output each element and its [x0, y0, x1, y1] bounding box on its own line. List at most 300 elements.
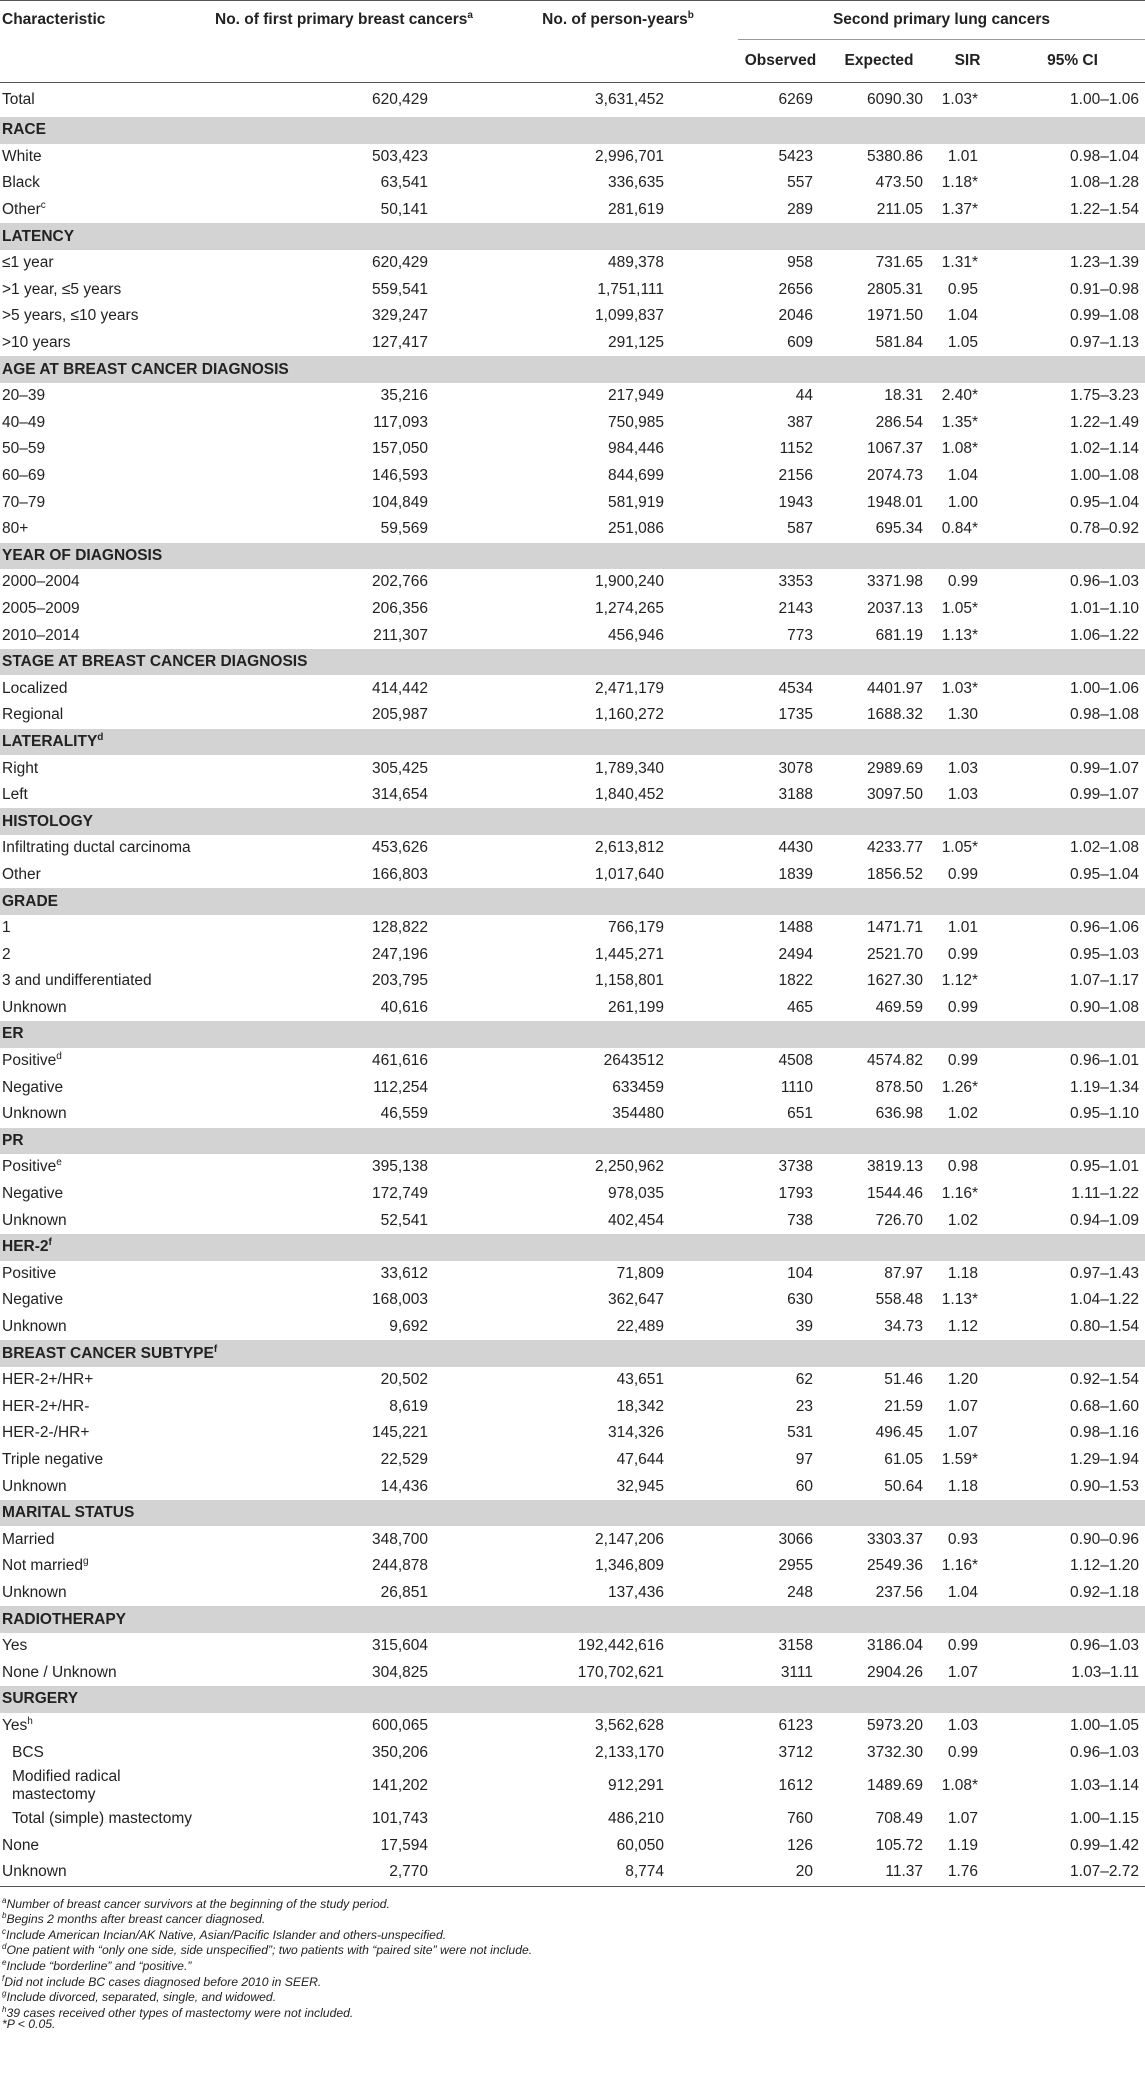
row-label — [0, 835, 190, 862]
cell-observed: 773 — [787, 626, 813, 644]
cell-expected: 1067.37 — [866, 440, 923, 458]
cell-first-primary: 244,878 — [371, 1557, 428, 1575]
row-label-text: HER-2+/HR+ — [2, 1371, 94, 1389]
cell-first-primary: 59,569 — [380, 520, 428, 538]
cell-person-years: 18,342 — [616, 1397, 664, 1415]
cell-ci: 0.68–1.60 — [1070, 1397, 1140, 1415]
row-label — [0, 755, 190, 782]
cell-expected: 237.56 — [875, 1583, 923, 1601]
row-label — [0, 463, 190, 490]
table-header — [0, 1, 1145, 83]
cell-sir: 0.95 — [947, 280, 978, 298]
cell-first-primary: 26,851 — [380, 1583, 428, 1601]
cell-first-primary: 8,619 — [389, 1397, 428, 1415]
table-row — [0, 1394, 1145, 1421]
cell-ci: 1.23–1.39 — [1070, 254, 1140, 272]
cell-ci: 1.75–3.23 — [1070, 387, 1140, 405]
table-row — [0, 782, 1145, 809]
cell-observed: 6123 — [778, 1716, 813, 1734]
footnote — [2, 1908, 1145, 1927]
cell-sir: 1.18 — [947, 1264, 978, 1282]
footnote — [2, 1893, 1145, 1909]
row-label — [0, 1261, 190, 1288]
row-label-text: White — [2, 147, 42, 165]
cell-observed: 97 — [795, 1450, 813, 1468]
table-row — [0, 1287, 1145, 1314]
header-second-primary: Second primary lung cancers — [738, 1, 1145, 40]
cell-observed: 6269 — [778, 91, 813, 108]
cell-person-years: 1,789,340 — [595, 759, 664, 777]
footnote-text: Number of breast cancer survivors at the beginning of the study period. — [6, 1896, 390, 1911]
cell-sir: 1.12 — [947, 1318, 978, 1336]
table-row — [0, 1659, 1145, 1686]
row-label-text: Right — [2, 759, 39, 777]
cell-person-years: 336,635 — [607, 174, 664, 192]
cell-ci: 1.08–1.28 — [1070, 174, 1140, 192]
footnote-marker: g — [82, 1556, 89, 1568]
table-row — [0, 1473, 1145, 1500]
cell-ci: 1.03–1.11 — [1071, 1663, 1140, 1681]
row-label — [0, 1394, 190, 1421]
cell-person-years: 71,809 — [616, 1264, 664, 1282]
cell-expected: 4401.97 — [866, 679, 923, 697]
cell-sir: 0.99 — [947, 1743, 978, 1761]
cell-person-years: 291,125 — [607, 334, 664, 352]
section-header — [0, 649, 1145, 676]
cell-person-years: 1,274,265 — [595, 599, 664, 617]
row-label-text: Left — [2, 786, 28, 804]
cell-ci: 0.99–1.07 — [1070, 786, 1140, 804]
row-label — [0, 1048, 190, 1075]
cell-ci: 0.95–1.04 — [1070, 493, 1140, 511]
cell-expected: 558.48 — [875, 1291, 923, 1309]
footnote — [2, 1924, 1145, 1940]
row-label — [0, 862, 190, 889]
row-label-text: 2000–2004 — [2, 573, 80, 591]
cell-observed: 1488 — [778, 919, 813, 937]
cell-person-years: 633459 — [612, 1078, 664, 1096]
cell-observed: 738 — [787, 1211, 813, 1229]
table-row — [0, 702, 1145, 729]
cell-ci: 1.03–1.14 — [1070, 1776, 1140, 1794]
cell-expected: 1489.69 — [866, 1776, 923, 1794]
cell-person-years: 2,133,170 — [595, 1743, 664, 1761]
table-row — [0, 622, 1145, 649]
row-label — [0, 995, 190, 1022]
cell-sir: 0.98 — [947, 1158, 978, 1176]
row-label-text: >1 year, ≤5 years — [2, 280, 122, 298]
cell-observed: 1735 — [778, 706, 813, 724]
table-row — [0, 197, 1145, 224]
cell-sir: 1.37* — [941, 201, 978, 219]
table-row — [0, 1101, 1145, 1128]
table-row — [0, 1580, 1145, 1607]
section-header — [0, 1340, 1145, 1367]
cell-ci: 0.98–1.16 — [1070, 1424, 1140, 1442]
cell-first-primary: 305,425 — [371, 759, 428, 777]
row-label — [0, 1367, 190, 1394]
cell-expected: 18.31 — [884, 387, 923, 405]
cell-expected: 681.19 — [875, 626, 923, 644]
row-label-text: 2005–2009 — [2, 599, 80, 617]
cell-sir: 1.03 — [947, 759, 978, 777]
row-label-text: Positive — [2, 1264, 57, 1282]
cell-first-primary: 117,093 — [373, 413, 428, 431]
section-title — [0, 729, 1145, 756]
row-label — [0, 569, 190, 596]
cell-first-primary: 146,593 — [371, 467, 428, 485]
cell-sir: 1.07 — [947, 1424, 978, 1442]
cell-observed: 62 — [795, 1371, 813, 1389]
cell-ci: 0.98–1.08 — [1070, 706, 1140, 724]
section-header — [0, 1500, 1145, 1527]
cell-expected: 3303.37 — [866, 1530, 923, 1548]
cell-person-years: 844,699 — [607, 467, 664, 485]
cell-expected: 473.50 — [875, 174, 923, 192]
cell-sir: 0.99 — [947, 945, 978, 963]
cell-observed: 2143 — [778, 599, 813, 617]
row-label — [0, 702, 190, 729]
cell-person-years: 1,158,801 — [595, 972, 664, 990]
header-sir: SIR — [954, 52, 981, 69]
cell-expected: 50.64 — [884, 1477, 923, 1495]
section-title — [0, 1686, 1145, 1713]
cell-sir: 1.59* — [941, 1450, 978, 1468]
cell-person-years: 3,562,628 — [595, 1716, 664, 1734]
cell-sir: 0.99 — [947, 998, 978, 1016]
footnote-text: One patient with “only one side, side unspecified”; two patients with “paired site” were not include. — [6, 1943, 533, 1958]
table-row — [0, 1074, 1145, 1101]
cell-expected: 61.05 — [884, 1450, 923, 1468]
cell-ci: 1.01–1.10 — [1070, 599, 1140, 617]
cell-ci: 0.96–1.01 — [1070, 1052, 1140, 1070]
table-row — [0, 277, 1145, 304]
cell-ci: 1.06–1.22 — [1070, 626, 1140, 644]
header-person-years: No. of person-years$^b$ — [498, 1, 738, 83]
row-label-text: Positive — [2, 1052, 57, 1070]
cell-ci: 0.97–1.13 — [1070, 334, 1140, 352]
row-label-text: 70–79 — [2, 493, 46, 511]
row-label — [0, 1580, 190, 1607]
cell-sir: 1.13* — [941, 626, 978, 644]
cell-ci: 1.00–1.05 — [1070, 1716, 1140, 1734]
cell-first-primary: 247,196 — [371, 945, 428, 963]
row-label — [0, 1181, 190, 1208]
table-row — [0, 1526, 1145, 1553]
cell-person-years: 1,445,271 — [595, 945, 664, 963]
cell-person-years: 750,985 — [607, 413, 664, 431]
row-label — [0, 1526, 190, 1553]
footnote-marker: g — [2, 1989, 7, 1999]
cell-person-years: 32,945 — [616, 1477, 664, 1495]
cell-first-primary: 559,541 — [371, 280, 428, 298]
footnote — [2, 1986, 1145, 2005]
cell-ci: 1.11–1.22 — [1071, 1185, 1140, 1203]
cell-ci: 1.19–1.34 — [1070, 1078, 1140, 1096]
table-row — [0, 1766, 1145, 1806]
cell-ci: 1.02–1.14 — [1070, 440, 1140, 458]
cell-ci: 0.98–1.04 — [1070, 147, 1140, 165]
cell-observed: 5423 — [778, 147, 813, 165]
row-label — [0, 596, 190, 623]
cell-ci: 0.90–1.53 — [1070, 1477, 1140, 1495]
section-title — [0, 356, 1145, 383]
cell-ci: 0.96–1.03 — [1070, 573, 1140, 591]
cell-observed: 3738 — [778, 1158, 813, 1176]
header-first-primary: No. of first primary breast cancers$^a$ — [190, 1, 498, 83]
table-row — [0, 995, 1145, 1022]
section-header — [0, 1021, 1145, 1048]
cell-observed: 3353 — [778, 573, 813, 591]
cell-first-primary: 35,216 — [380, 387, 428, 405]
row-label — [0, 277, 190, 304]
cell-expected: 87.97 — [884, 1264, 923, 1282]
cell-ci: 0.94–1.09 — [1070, 1211, 1140, 1229]
row-label-text: Other — [2, 865, 41, 883]
cell-expected: 2904.26 — [866, 1663, 923, 1681]
table-row — [0, 1154, 1145, 1181]
table-row — [0, 516, 1145, 543]
table-row — [0, 170, 1145, 197]
cell-person-years: 1,840,452 — [595, 786, 664, 804]
cell-sir: 1.07 — [947, 1663, 978, 1681]
footnote-marker: e — [56, 1157, 62, 1169]
cell-observed: 760 — [787, 1810, 813, 1828]
cell-expected: 51.46 — [884, 1371, 923, 1389]
row-label-text: Modified radical mastectomy — [12, 1767, 121, 1803]
row-label-text: Married — [2, 1530, 55, 1548]
cell-sir: 1.04 — [947, 467, 978, 485]
section-title — [0, 117, 1145, 144]
cell-ci: 1.22–1.54 — [1070, 201, 1140, 219]
cell-expected: 695.34 — [875, 520, 923, 538]
cell-first-primary: 22,529 — [380, 1450, 428, 1468]
row-label-text: Unknown — [2, 1105, 67, 1123]
table-row — [0, 1420, 1145, 1447]
table-row — [0, 436, 1145, 463]
cell-expected: 4574.82 — [866, 1052, 923, 1070]
cell-observed: 3188 — [778, 786, 813, 804]
cell-observed: 3078 — [778, 759, 813, 777]
section-header — [0, 356, 1145, 383]
row-label-text: Other — [2, 201, 41, 219]
cell-first-primary: 166,803 — [371, 865, 428, 883]
cell-expected: 6090.30 — [866, 91, 923, 108]
row-label-text: ≤1 year — [2, 254, 54, 272]
section-header — [0, 1234, 1145, 1261]
cell-first-primary: 203,795 — [371, 972, 428, 990]
cell-first-primary: 395,138 — [371, 1158, 428, 1176]
row-label-text: 2010–2014 — [2, 626, 80, 644]
row-label-text: None — [2, 1836, 40, 1854]
cell-sir: 1.03 — [947, 786, 978, 804]
section-title — [0, 649, 1145, 676]
row-label — [0, 1739, 190, 1766]
cell-first-primary: 600,065 — [371, 1716, 428, 1734]
cell-person-years: 192,442,616 — [577, 1637, 664, 1655]
cell-first-primary: 101,743 — [371, 1810, 428, 1828]
cell-sir: 1.16* — [941, 1185, 978, 1203]
table-row — [0, 463, 1145, 490]
section-header — [0, 543, 1145, 570]
row-label-text: Localized — [2, 679, 68, 697]
cell-sir: 1.04 — [947, 1583, 978, 1601]
section-title-text: HISTOLOGY — [2, 812, 94, 830]
row-label-text: >5 years, ≤10 years — [2, 307, 139, 325]
cell-first-primary: 172,749 — [371, 1185, 428, 1203]
cell-sir: 1.03* — [941, 679, 978, 697]
row-label-text: Unknown — [2, 1318, 67, 1336]
table-row — [0, 303, 1145, 330]
row-label — [0, 915, 190, 942]
section-header — [0, 888, 1145, 915]
section-title — [0, 1021, 1145, 1048]
section-title — [0, 1234, 1145, 1261]
section-title-text: MARITAL STATUS — [2, 1504, 135, 1522]
cell-observed: 3712 — [778, 1743, 813, 1761]
section-title-text: STAGE AT BREAST CANCER DIAGNOSIS — [2, 653, 308, 671]
cell-ci: 0.95–1.03 — [1070, 945, 1140, 963]
cell-observed: 23 — [795, 1397, 813, 1415]
table-row — [0, 1181, 1145, 1208]
cell-ci: 0.99–1.42 — [1070, 1836, 1140, 1854]
cell-ci: 0.91–0.98 — [1070, 280, 1140, 298]
cell-person-years: 402,454 — [607, 1211, 664, 1229]
cell-first-primary: 157,050 — [371, 440, 428, 458]
cell-expected: 1627.30 — [866, 972, 923, 990]
cell-ci: 1.02–1.08 — [1070, 839, 1140, 857]
cell-person-years: 2,250,962 — [595, 1158, 664, 1176]
cell-expected: 3732.30 — [866, 1743, 923, 1761]
cell-sir: 1.03* — [941, 91, 978, 108]
cell-first-primary: 14,436 — [380, 1477, 428, 1495]
cell-expected: 3097.50 — [866, 786, 923, 804]
cell-person-years: 281,619 — [607, 201, 664, 219]
cell-sir: 1.08* — [941, 1776, 978, 1794]
table-row — [0, 1739, 1145, 1766]
row-label — [0, 1473, 190, 1500]
cell-expected: 1544.46 — [866, 1185, 923, 1203]
row-label — [0, 968, 190, 995]
header-observed: Observed — [744, 52, 817, 69]
cell-observed: 2494 — [778, 945, 813, 963]
cell-expected: 5973.20 — [866, 1716, 923, 1734]
cell-expected: 1971.50 — [866, 307, 923, 325]
footnote-marker: e — [2, 1957, 7, 1967]
cell-person-years: 261,199 — [607, 998, 664, 1016]
cell-ci: 0.90–0.96 — [1070, 1530, 1140, 1548]
cell-first-primary: 453,626 — [371, 839, 428, 857]
cell-observed: 958 — [787, 254, 813, 272]
cell-observed: 1152 — [779, 440, 813, 458]
footnote-marker: c — [2, 1926, 6, 1936]
row-label-text: Infiltrating ductal carcinoma — [2, 839, 191, 857]
footnote-text: Begins 2 months after breast cancer diagnosed. — [6, 1912, 266, 1927]
cell-sir: 1.02 — [947, 1211, 978, 1229]
cell-ci: 1.00–1.08 — [1070, 467, 1140, 485]
row-label-text: 3 and undifferentiated — [2, 972, 152, 990]
cell-person-years: 8,774 — [498, 1859, 738, 1886]
cell-ci: 0.96–1.03 — [1070, 1637, 1140, 1655]
cell-ci: 0.96–1.03 — [1070, 1743, 1140, 1761]
cell-expected: 105.72 — [875, 1836, 923, 1854]
footnote-text: Include divorced, separated, single, and widowed. — [6, 1990, 277, 2005]
cell-ci: 0.80–1.54 — [1070, 1318, 1140, 1336]
cell-observed: 2656 — [778, 280, 813, 298]
table-row — [0, 596, 1145, 623]
cell-ci: 1.12–1.20 — [1070, 1557, 1140, 1575]
table-row — [0, 1048, 1145, 1075]
cell-expected: 2037.13 — [866, 599, 923, 617]
cell-person-years: 912,291 — [607, 1776, 664, 1794]
cell-sir: 1.05* — [941, 839, 978, 857]
cell-sir: 1.02 — [947, 1105, 978, 1123]
row-label-text: Unknown — [2, 998, 67, 1016]
cell-first-primary: 112,254 — [373, 1078, 428, 1096]
cell-person-years: 362,647 — [607, 1291, 664, 1309]
section-title — [0, 888, 1145, 915]
cell-expected: 2074.73 — [866, 467, 923, 485]
row-label — [0, 303, 190, 330]
row-label — [0, 941, 190, 968]
section-header — [0, 1606, 1145, 1633]
row-label-text: 2 — [2, 945, 11, 963]
section-title-text: SURGERY — [2, 1690, 79, 1708]
cell-sir: 1.04 — [947, 307, 978, 325]
footnote-text: Include American Incian/AK Native, Asian/Pacific Islander and others-unspecified. — [6, 1927, 447, 1942]
cell-observed: 2955 — [778, 1557, 813, 1575]
cell-observed: 1793 — [778, 1185, 813, 1203]
cell-person-years: 1,900,240 — [595, 573, 664, 591]
cell-sir: 1.30 — [947, 706, 978, 724]
cell-first-primary: 315,604 — [371, 1637, 428, 1655]
cell-person-years: 1,160,272 — [595, 706, 664, 724]
cell-first-primary: 127,417 — [371, 334, 428, 352]
row-label — [0, 489, 190, 516]
cell-first-primary: 206,356 — [371, 599, 428, 617]
section-title — [0, 1606, 1145, 1633]
cell-first-primary: 205,987 — [371, 706, 428, 724]
section-title-text: AGE AT BREAST CANCER DIAGNOSIS — [2, 360, 289, 378]
cell-sir: 1.12* — [941, 972, 978, 990]
table-row — [0, 755, 1145, 782]
section-header — [0, 1128, 1145, 1155]
row-label-text: 20–39 — [2, 387, 46, 405]
cell-observed: 2046 — [778, 307, 813, 325]
cell-expected: 731.65 — [875, 254, 923, 272]
section-title-text: RACE — [2, 121, 46, 139]
cell-observed: 630 — [787, 1291, 813, 1309]
cell-sir: 1.08* — [941, 440, 978, 458]
table-row — [0, 569, 1145, 596]
row-label — [0, 516, 190, 543]
cell-observed: 609 — [787, 334, 813, 352]
cell-expected: 1688.32 — [866, 706, 923, 724]
footnote-marker: f — [48, 1237, 52, 1249]
table-row — [0, 1553, 1145, 1580]
cell-observed: 1839 — [778, 865, 813, 883]
cell-sir: 1.05 — [947, 334, 978, 352]
cell-person-years: 314,326 — [607, 1424, 664, 1442]
cell-expected: 1856.52 — [866, 865, 923, 883]
cell-first-primary: 461,616 — [371, 1052, 428, 1070]
cell-ci: 0.90–1.08 — [1070, 998, 1140, 1016]
footnote-marker: f — [2, 1973, 5, 1983]
cell-first-primary: 304,825 — [371, 1663, 428, 1681]
row-label — [0, 144, 190, 171]
cell-expected: 5380.86 — [866, 147, 923, 165]
row-label-text: >10 years — [2, 334, 71, 352]
